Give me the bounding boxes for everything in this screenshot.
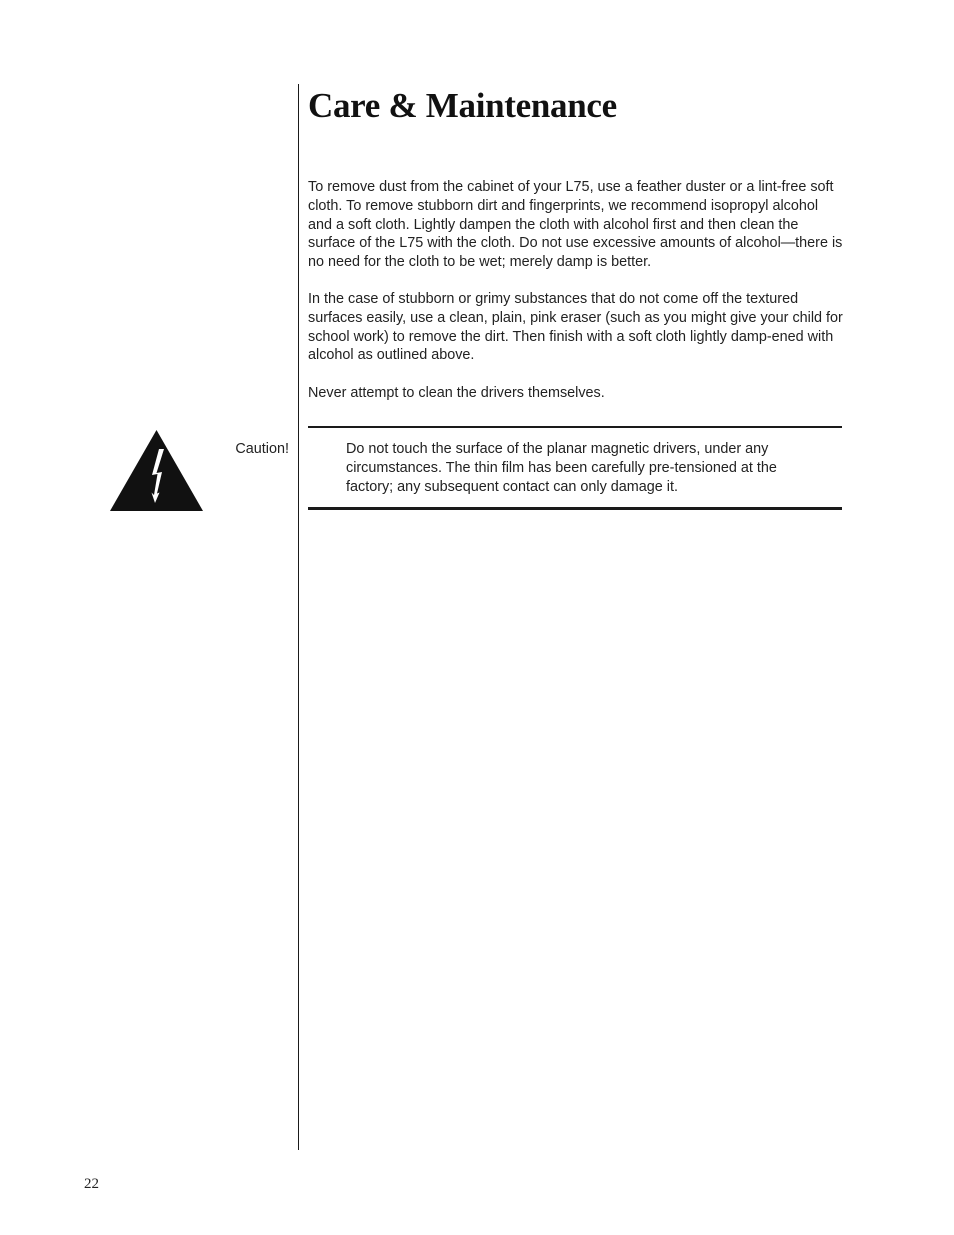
paragraph-dusting: To remove dust from the cabinet of your L75, use a feather duster or a lint-free soft cloth. To remove stubborn dirt and fingerprints, we recommend isopropyl alcohol and a soft cloth. Lightly dampen the cloth with alcohol first and then clean the surface of the L75 with the cloth. Do not use excessive amounts of alcohol—there is no need for the cloth to be wet; merely damp is better.: [308, 179, 843, 271]
caution-top-rule: [308, 426, 842, 428]
margin-divider: [298, 84, 299, 1150]
page-number: 22: [84, 1176, 99, 1192]
caution-label: Caution!: [235, 441, 289, 457]
caution-text: Do not touch the surface of the planar magnetic drivers, under any circumstances. The thin film has been carefully pre-tensioned at the factory; any subsequent contact can only damage it.: [346, 441, 777, 495]
caution-bottom-rule: [308, 507, 842, 510]
page-title: Care & Maintenance: [308, 86, 617, 125]
paragraph-drivers: Never attempt to clean the drivers themselves.: [308, 385, 605, 401]
paragraph-stubborn-dirt: In the case of stubborn or grimy substances that do not come off the textured surfaces easily, use a clean, plain, pink eraser (such as you might give your child for school work) to remove the dirt. Then finish with a soft cloth lightly damp-ened with alcohol as outlined above.: [308, 291, 843, 364]
electrical-warning-icon: [109, 429, 204, 512]
